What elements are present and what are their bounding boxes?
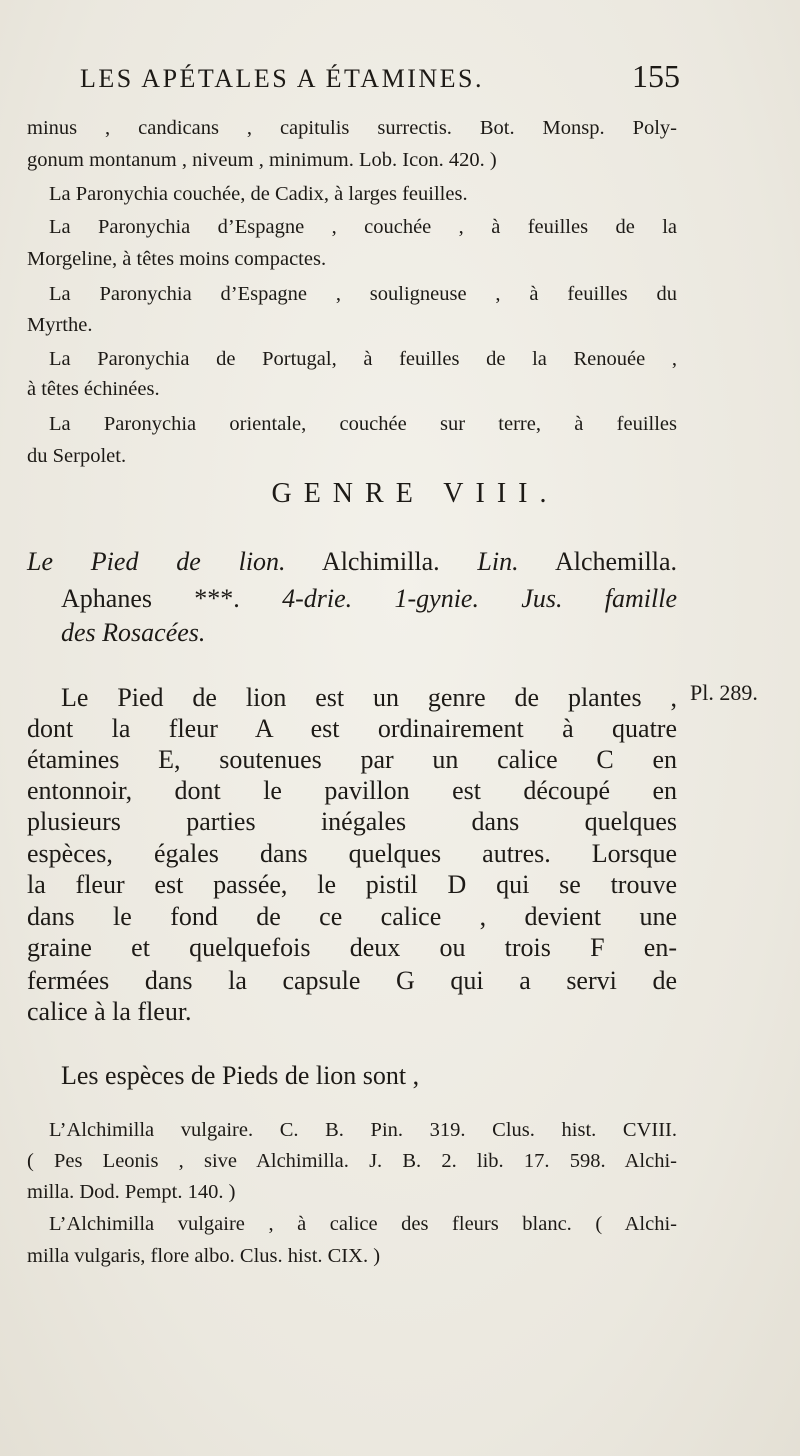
description-line: plusieurs parties inégales dans quelques <box>27 807 677 836</box>
species-line: L’Alchimilla vulgaire , à calice des fleurs blanc. ( Alchi- <box>49 1213 677 1235</box>
text-line: à têtes échinées. <box>27 378 160 400</box>
text-line: La Paronychia d’Espagne , couchée , à feuilles de la <box>49 216 677 238</box>
page-number: 155 <box>632 58 680 94</box>
text-line: Morgeline, à têtes moins compactes. <box>27 248 327 270</box>
title-line-1 <box>27 546 677 577</box>
text-line: du Serpolet. <box>27 445 127 467</box>
text-line: La Paronychia couchée, de Cadix, à larges feuilles. <box>49 183 468 205</box>
plate-reference: Pl. 289. <box>690 680 758 705</box>
title-latin-name: Alchimilla. <box>285 547 478 576</box>
genre-heading: GENRE VIII. <box>271 478 559 509</box>
text-line: Myrthe. <box>27 314 93 336</box>
species-line: milla vulgaris, flore albo. Clus. hist. CIX. ) <box>27 1245 381 1267</box>
description-line: étamines E, soutenues par un calice C en <box>27 745 677 774</box>
description-line: dans le fond de ce calice , devient une <box>27 902 677 931</box>
description-line: entonnoir, dont le pavillon est découpé en <box>27 776 677 805</box>
title-author: Lin. <box>477 547 519 576</box>
description-line: dont la fleur A est ordinairement à quatre <box>27 714 677 743</box>
text-line: gonum montanum , niveum , minimum. Lob. Icon. 420. ) <box>27 149 497 171</box>
text-line: La Paronychia orientale, couchée sur terre, à feuilles <box>49 413 677 435</box>
title-line-3: des Rosacées. <box>61 618 206 647</box>
title-french-name: Le Pied de lion. <box>27 547 286 576</box>
description-line: calice à la fleur. <box>27 997 192 1026</box>
text-line: La Paronychia de Portugal, à feuilles de la Renouée , <box>49 348 677 370</box>
description-line: graine et quelquefois deux ou trois F en- <box>27 933 677 962</box>
page-header <box>80 58 680 98</box>
text-line: minus , candicans , capitulis surrectis. Bot. Monsp. Poly- <box>27 117 677 139</box>
species-line: ( Pes Leonis , sive Alchimilla. J. B. 2. lib. 17. 598. Alchi- <box>27 1150 677 1172</box>
description-line: espèces, égales dans quelques autres. Lorsque <box>27 839 677 868</box>
text-line: La Paronychia d’Espagne , souligneuse , à feuilles du <box>49 283 677 305</box>
title-line-2 <box>27 583 677 614</box>
running-head: LES APÉTALES A ÉTAMINES. <box>80 64 484 93</box>
species-line: L’Alchimilla vulgaire. C. B. Pin. 319. Clus. hist. CVIII. <box>49 1119 677 1141</box>
species-intro: Les espèces de Pieds de lion sont , <box>61 1061 420 1090</box>
title-synonym: Alchemilla. <box>518 547 677 576</box>
title-synonym-2: Aphanes ***. <box>61 584 283 613</box>
species-line: milla. Dod. Pempt. 140. ) <box>27 1181 236 1203</box>
description-line: Le Pied de lion est un genre de plantes , <box>61 683 677 712</box>
description-line: la fleur est passée, le pistil D qui se trouve <box>27 870 677 899</box>
title-classification: 4-drie. 1-gynie. Jus. famille <box>282 584 677 613</box>
description-line: fermées dans la capsule G qui a servi de <box>27 966 677 995</box>
